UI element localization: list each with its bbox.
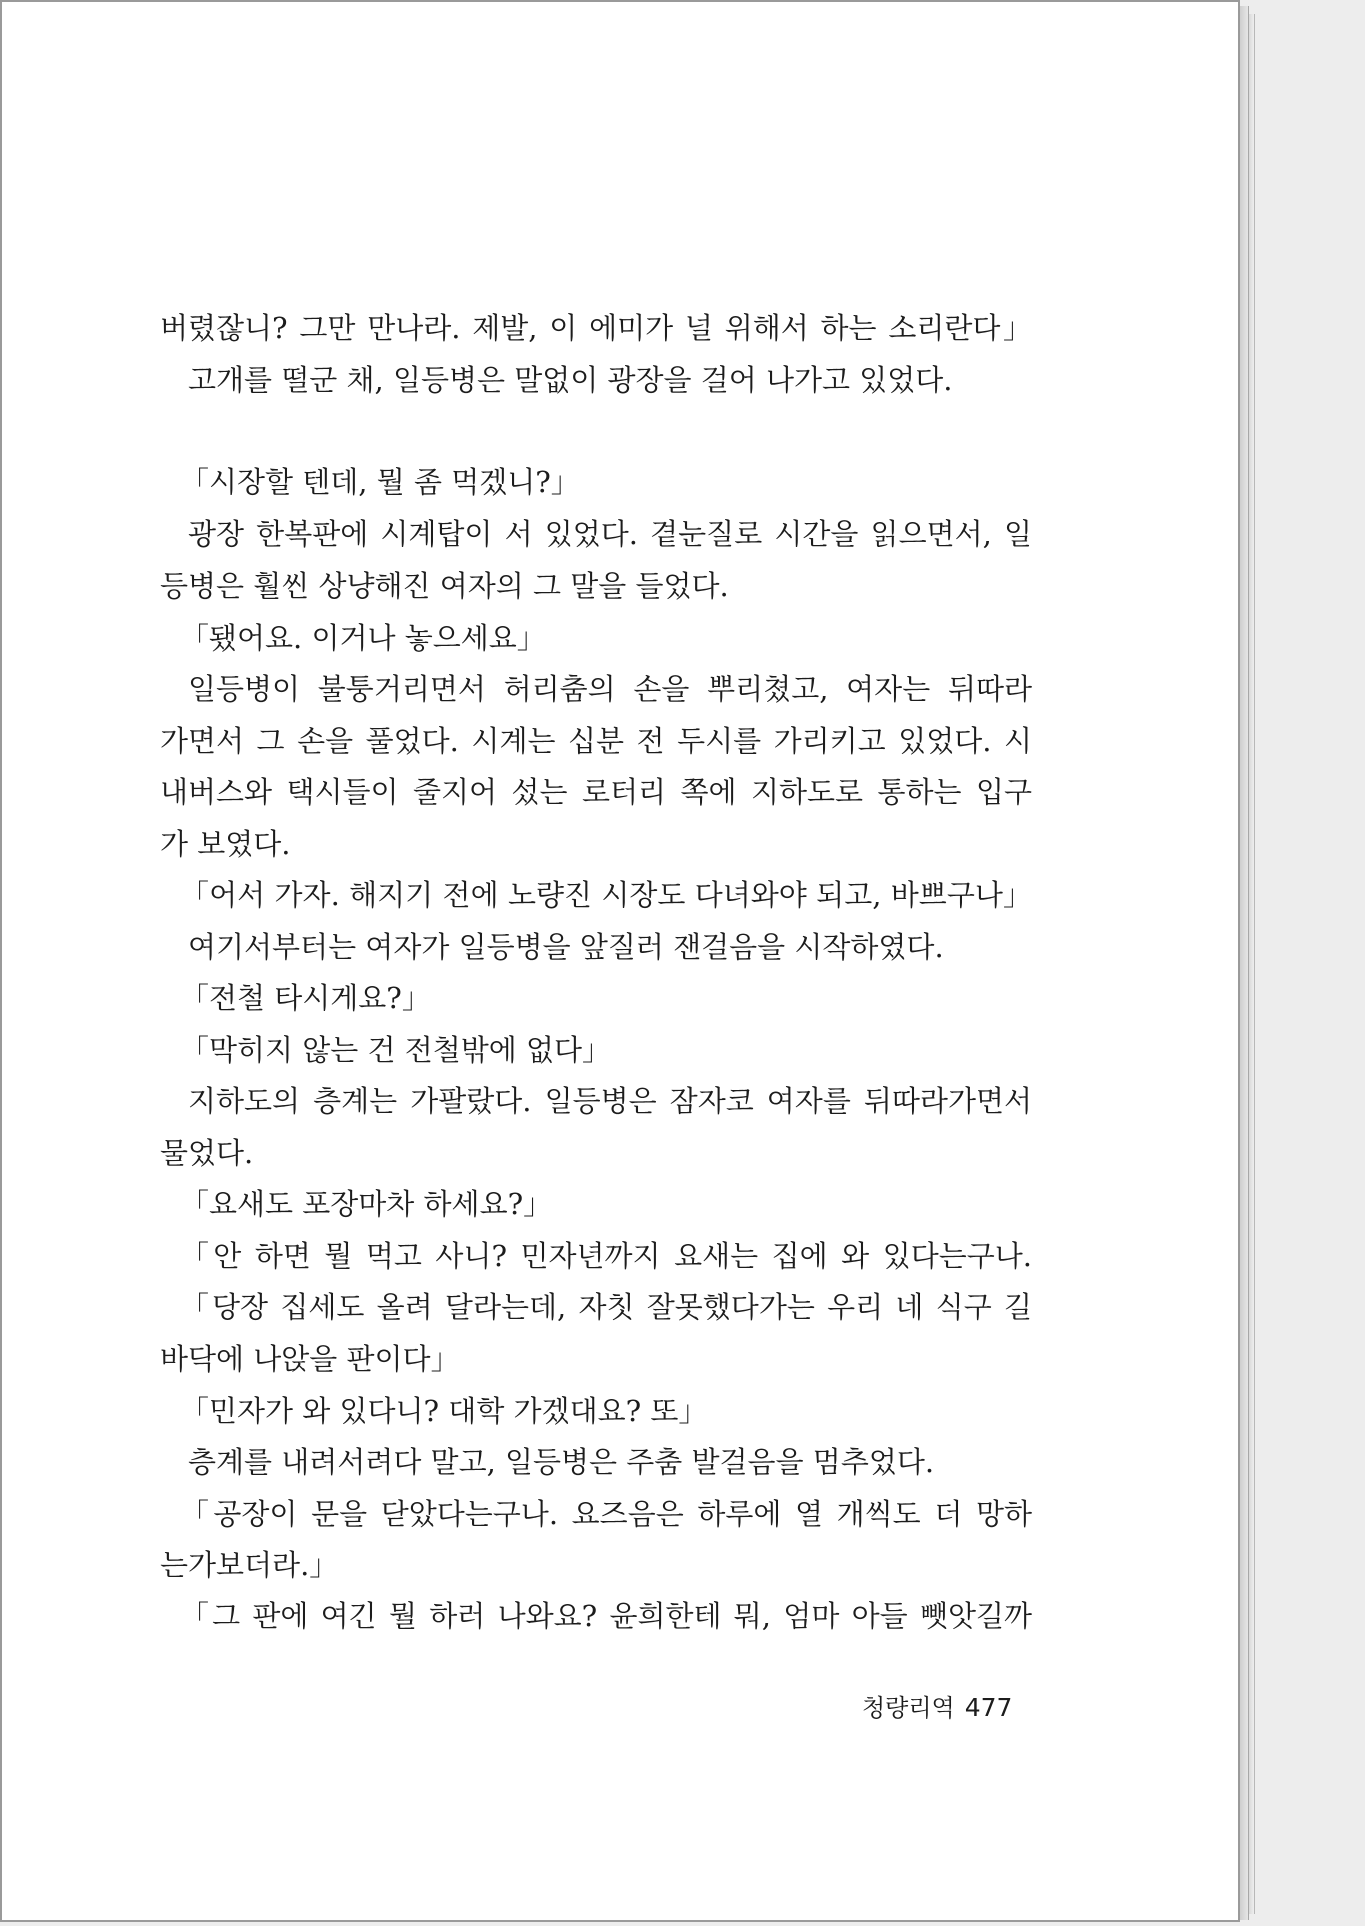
text-line: 가 보였다. — [160, 827, 291, 861]
text-line: 「요새도 포장마차 하세요?」 — [180, 1187, 553, 1221]
text-line: 층계를 내려서려다 말고, 일등병은 주춤 발걸음을 멈추었다. — [188, 1445, 935, 1479]
text-line: 「전철 타시게요?」 — [180, 981, 431, 1015]
text-line: 는가보더라.」 — [160, 1548, 339, 1582]
text-line: 「시장할 텐데, 뭘 좀 먹겠니?」 — [180, 465, 580, 499]
page-number: 477 — [964, 1693, 1013, 1722]
text-line: 광장 한복판에 시계탑이 서 있었다. 곁눈질로 시간을 읽으면서, 일 — [188, 517, 1032, 551]
text-line: 「어서 가자. 해지기 전에 노량진 시장도 다녀와야 되고, 바쁘구나」 — [180, 878, 1032, 912]
text-line: 내버스와 택시들이 줄지어 섰는 로터리 쪽에 지하도로 통하는 입구 — [160, 775, 1032, 809]
text-line: 지하도의 층계는 가팔랐다. 일등병은 잠자코 여자를 뒤따라가면서 — [188, 1084, 1032, 1118]
text-line: 「민자가 와 있다니? 대학 가겠대요? 또」 — [180, 1394, 708, 1428]
text-line: 「됐어요. 이거나 놓으세요」 — [180, 621, 546, 655]
page-edge — [1249, 14, 1255, 1914]
text-line: 「그 판에 여긴 뭘 하러 나와요? 윤희한테 뭐, 엄마 아들 뺏앗길까 — [180, 1599, 1032, 1633]
page-footer — [862, 1688, 1012, 1728]
text-line: 「공장이 문을 닫았다는구나. 요즈음은 하루에 열 개씩도 더 망하 — [180, 1497, 1032, 1531]
text-line: 버렸잖니? 그만 만나라. 제발, 이 에미가 널 위해서 하는 소리란다」 — [160, 311, 1032, 345]
text-line: 일등병이 불퉁거리면서 허리춤의 손을 뿌리쳤고, 여자는 뒤따라 — [188, 672, 1032, 706]
text-line: 물었다. — [160, 1136, 254, 1170]
text-line: 「막히지 않는 건 전철밖에 없다」 — [180, 1033, 612, 1067]
running-title: 청량리역 — [862, 1694, 955, 1722]
text-line: 가면서 그 손을 풀었다. 시계는 십분 전 두시를 가리키고 있었다. 시 — [160, 724, 1032, 758]
text-line: 고개를 떨군 채, 일등병은 말없이 광장을 걸어 나가고 있었다. — [188, 363, 953, 397]
text-line: 「당장 집세도 올려 달라는데, 자칫 잘못했다가는 우리 네 식구 길 — [180, 1290, 1032, 1324]
text-line: 등병은 훨씬 상냥해진 여자의 그 말을 들었다. — [160, 569, 729, 603]
text-line: 여기서부터는 여자가 일등병을 앞질러 잰걸음을 시작하였다. — [188, 930, 944, 964]
text-line: 「안 하면 뭘 먹고 사니? 민자년까지 요새는 집에 와 있다는구나. — [180, 1239, 1032, 1273]
page-edge — [1240, 6, 1249, 1920]
text-line: 바닥에 나앉을 판이다」 — [160, 1342, 460, 1376]
